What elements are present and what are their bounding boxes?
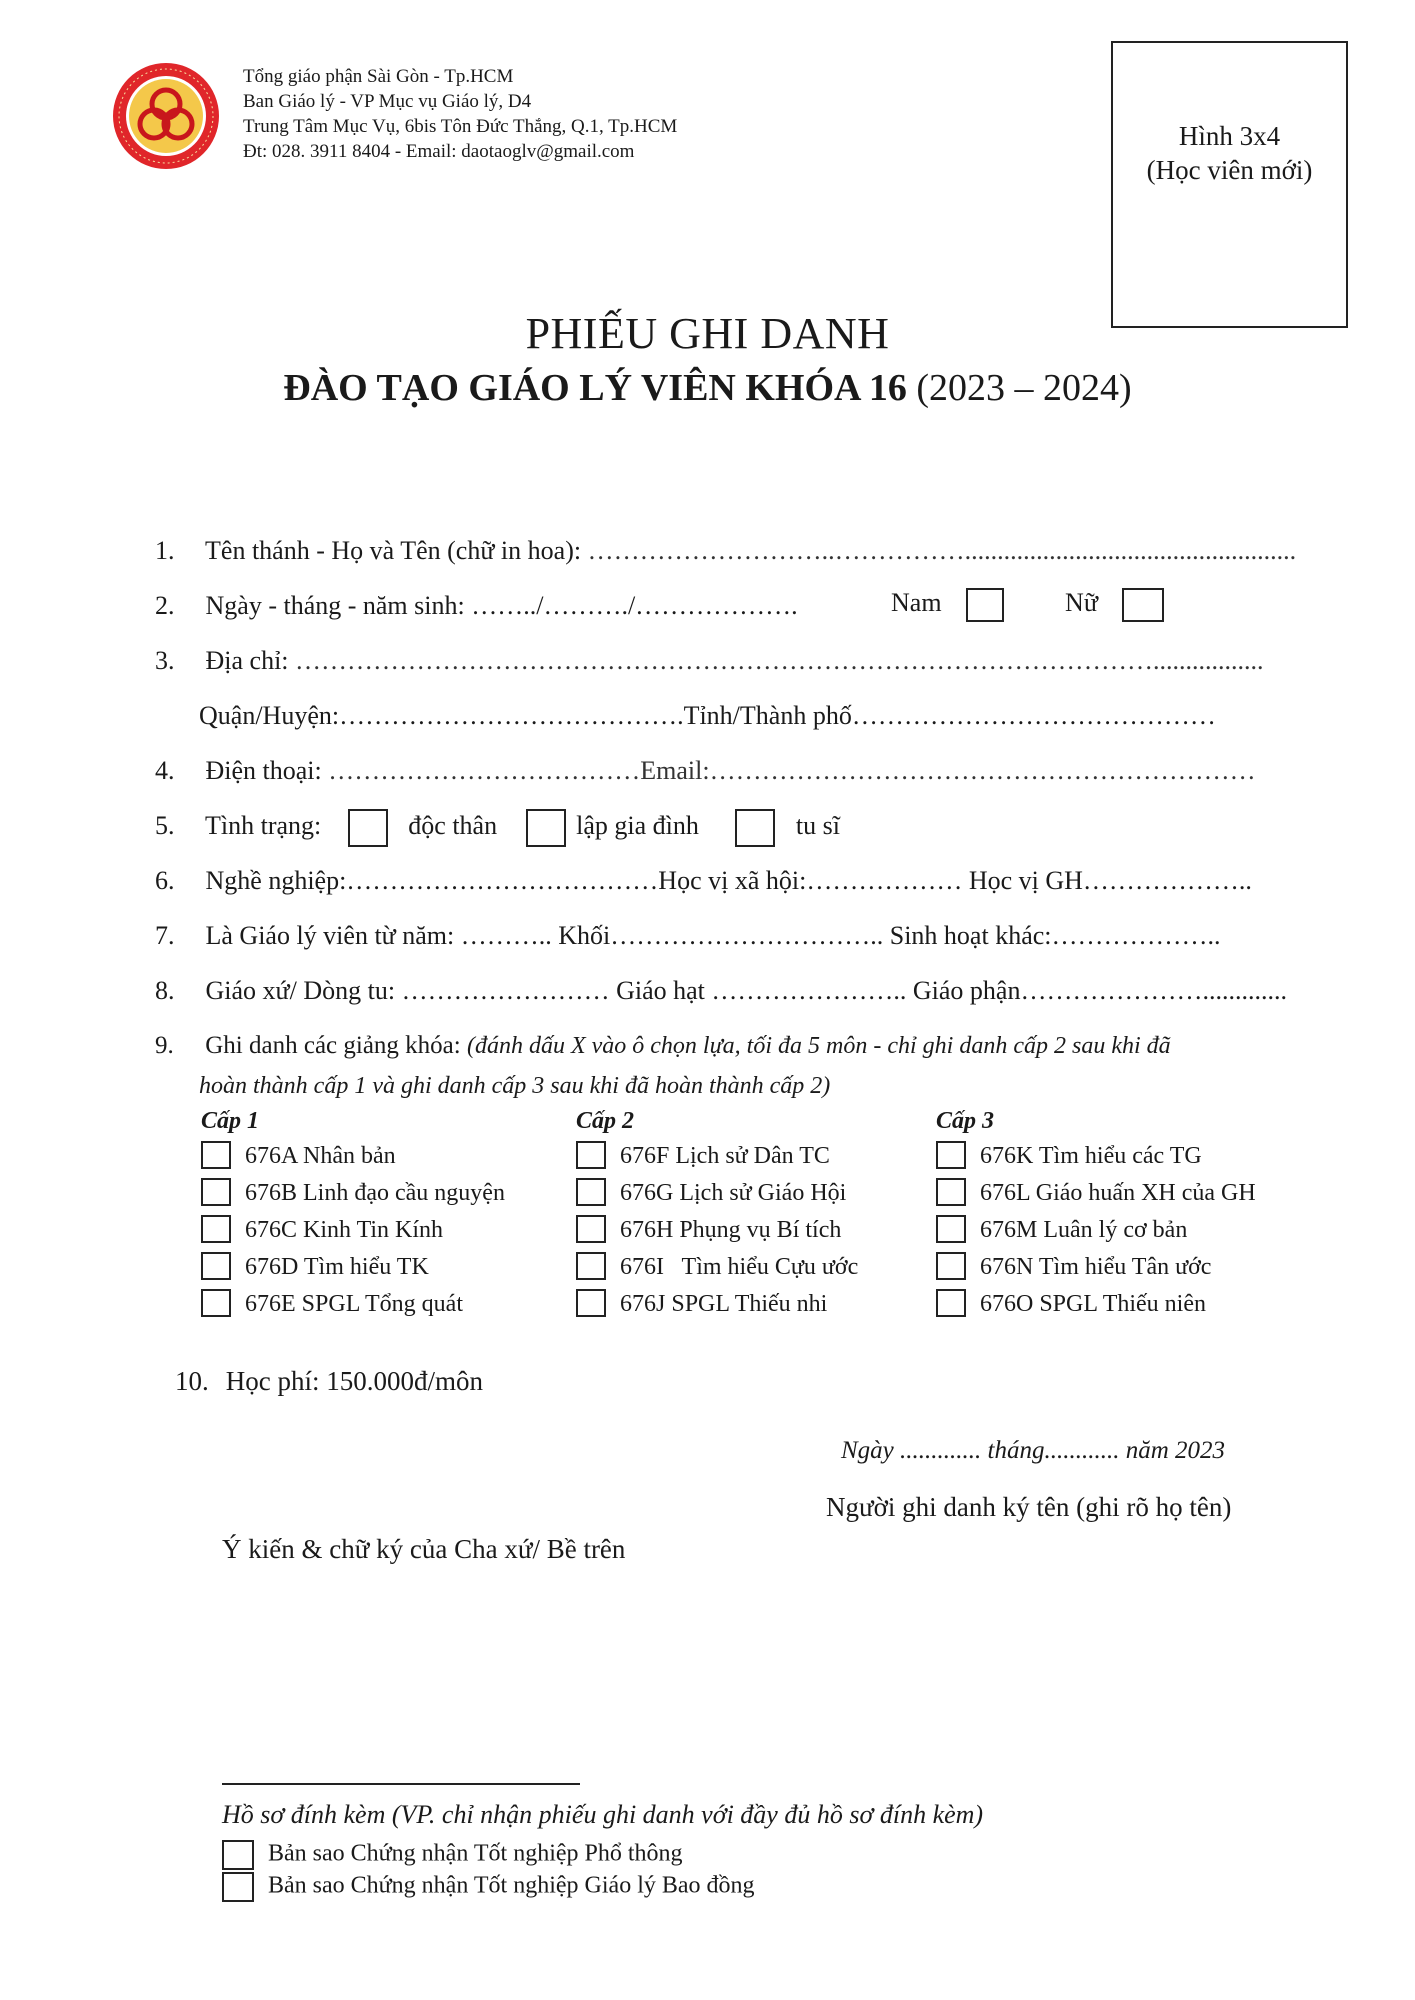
course-label: 676M Luân lý cơ bản — [980, 1217, 1188, 1243]
course-label: 676K Tìm hiểu các TG — [980, 1143, 1202, 1169]
field-number: 8. — [155, 976, 175, 1005]
course-checkbox[interactable] — [936, 1289, 966, 1317]
field-address[interactable] — [155, 644, 1264, 678]
field-label: Tên thánh - Họ và Tên (chữ in hoa): — [205, 536, 582, 565]
course-checkbox[interactable] — [201, 1215, 231, 1243]
married-label: lập gia đình — [576, 811, 699, 840]
course-column-cap1 — [201, 1108, 505, 1326]
single-label: độc thân — [408, 811, 498, 840]
male-checkbox[interactable] — [966, 588, 1004, 622]
field-phone-email[interactable] — [155, 754, 1256, 788]
course-checkbox[interactable] — [936, 1215, 966, 1243]
course-checkbox[interactable] — [576, 1141, 606, 1169]
course-checkbox[interactable] — [576, 1215, 606, 1243]
field-label: Giáo xứ/ Dòng tu: …………………… Giáo hạt ………………….. Giáo phận…………………............. — [205, 976, 1287, 1005]
course-column-cap2 — [576, 1108, 858, 1326]
course-label: 676G Lịch sử Giáo Hội — [620, 1180, 847, 1206]
field-label: Điện thoại: — [205, 756, 322, 785]
religious-label: tu sĩ — [795, 811, 840, 840]
course-option[interactable] — [201, 1178, 505, 1215]
attachment-label: Bản sao Chứng nhận Tốt nghiệp Giáo lý Bao đồng — [268, 1872, 755, 1899]
field-number: 6. — [155, 866, 175, 895]
field-district-city[interactable]: Quận/Huyện:………………………………….Tỉnh/Thành phố…………………………………… — [199, 701, 1216, 730]
divider — [222, 1783, 580, 1785]
attachment-checkbox[interactable] — [222, 1872, 254, 1902]
course-option[interactable] — [201, 1215, 505, 1252]
course-label: 676A Nhân bản — [245, 1143, 396, 1169]
course-label: 676H Phụng vụ Bí tích — [620, 1217, 842, 1243]
field-label: Là Giáo lý viên từ năm: ……….. Khối………………………….. Sinh hoạt khác:……………….. — [205, 921, 1221, 950]
female-checkbox[interactable] — [1122, 588, 1164, 622]
attachment-item[interactable] — [222, 1872, 755, 1902]
header-diocese: Tổng giáo phận Sài Gòn - Tp.HCM — [243, 66, 514, 87]
gender-options — [891, 586, 1164, 622]
field-number: 2. — [155, 591, 175, 620]
field-number: 7. — [155, 921, 175, 950]
field-number: 3. — [155, 646, 175, 675]
male-label: Nam — [891, 588, 942, 617]
field-label: Địa chỉ: — [205, 646, 289, 675]
field-name[interactable] — [155, 534, 1296, 568]
single-checkbox[interactable] — [348, 809, 388, 847]
photo-box-note: (Học viên mới) — [1146, 155, 1313, 185]
field-label: Ngày - tháng - năm sinh: ……../………./………………. — [205, 591, 798, 620]
female-label: Nữ — [1065, 588, 1098, 617]
course-checkbox[interactable] — [201, 1178, 231, 1206]
field-status — [155, 809, 840, 847]
subtitle-course: ĐÀO TẠO GIÁO LÝ VIÊN KHÓA 16 — [283, 367, 907, 409]
course-label: 676I Tìm hiểu Cựu ước — [620, 1254, 859, 1280]
religious-checkbox[interactable] — [735, 809, 775, 847]
field-label: Nghề nghiệp:………………………………Học vị xã hội:……………… Học vị GH……………….. — [205, 866, 1252, 895]
course-checkbox[interactable] — [576, 1289, 606, 1317]
course-checkbox[interactable] — [201, 1252, 231, 1280]
course-option[interactable] — [576, 1178, 858, 1215]
field-dots: ………………………………………………………………………………………................. — [295, 646, 1264, 675]
field-courses — [155, 1029, 1171, 1063]
tuition-label: Học phí: 150.000đ/môn — [225, 1366, 483, 1396]
course-option[interactable] — [576, 1141, 858, 1178]
field-number: 5. — [155, 811, 175, 840]
field-number: 1. — [155, 536, 175, 565]
courses-note: (đánh dấu X vào ô chọn lựa, tối đa 5 môn - chỉ ghi danh cấp 2 sau khi đã — [466, 1033, 1171, 1059]
field-tuition — [175, 1364, 483, 1398]
course-label: 676E SPGL Tổng quát — [245, 1291, 464, 1317]
course-option[interactable] — [936, 1215, 1256, 1252]
course-label: 676L Giáo huấn XH của GH — [980, 1180, 1256, 1206]
signature-date: Ngày ............. tháng............ năm 2023 — [841, 1437, 1226, 1464]
field-number: 10. — [175, 1366, 209, 1396]
attachment-item[interactable] — [222, 1840, 683, 1870]
field-dots: ………………………..……………................................................... — [587, 536, 1297, 565]
pastor-signature-label: Ý kiến & chữ ký của Cha xứ/ Bề trên — [222, 1534, 626, 1564]
field-occupation[interactable] — [155, 864, 1252, 898]
course-checkbox[interactable] — [576, 1252, 606, 1280]
field-number: 9. — [155, 1032, 174, 1059]
form-subtitle — [0, 366, 1415, 410]
course-label: 676F Lịch sử Dân TC — [620, 1143, 830, 1169]
married-checkbox[interactable] — [526, 809, 566, 847]
catechetical-board-seal-icon — [112, 62, 220, 170]
course-checkbox[interactable] — [936, 1141, 966, 1169]
column-title: Cấp 3 — [936, 1108, 995, 1134]
attachment-checkbox[interactable] — [222, 1840, 254, 1870]
course-label: 676O SPGL Thiếu niên — [980, 1291, 1206, 1317]
course-checkbox[interactable] — [936, 1178, 966, 1206]
course-option[interactable] — [576, 1252, 858, 1289]
field-catechist-year[interactable] — [155, 919, 1221, 953]
courses-note-cont: hoàn thành cấp 1 và ghi danh cấp 3 sau khi đã hoàn thành cấp 2) — [199, 1073, 831, 1099]
column-title: Cấp 2 — [576, 1108, 635, 1134]
course-label: 676B Linh đạo cầu nguyện — [245, 1180, 505, 1206]
header-office: Ban Giáo lý - VP Mục vụ Giáo lý, D4 — [243, 91, 532, 112]
registrant-signature-label: Người ghi danh ký tên (ghi rõ họ tên) — [826, 1492, 1232, 1522]
header-address: Trung Tâm Mục Vụ, 6bis Tôn Đức Thắng, Q.1, Tp.HCM — [243, 116, 678, 137]
course-option[interactable] — [936, 1252, 1256, 1289]
subtitle-year: (2023 – 2024) — [916, 367, 1132, 409]
field-label: Ghi danh các giảng khóa: — [205, 1032, 461, 1059]
course-checkbox[interactable] — [576, 1178, 606, 1206]
course-checkbox[interactable] — [201, 1289, 231, 1317]
field-dots: ………………………………Email:……………………………………………………… — [328, 756, 1256, 785]
course-option[interactable] — [201, 1289, 505, 1326]
course-checkbox[interactable] — [201, 1141, 231, 1169]
course-option[interactable] — [936, 1289, 1256, 1326]
field-label: Tình trạng: — [205, 811, 322, 840]
field-birthdate[interactable] — [155, 589, 798, 623]
field-parish[interactable] — [155, 974, 1287, 1008]
course-column-cap3 — [936, 1108, 1256, 1326]
course-label: 676N Tìm hiểu Tân ước — [980, 1254, 1212, 1280]
course-option[interactable] — [936, 1141, 1256, 1178]
form-title: PHIẾU GHI DANH — [525, 309, 890, 358]
column-title: Cấp 1 — [201, 1108, 260, 1134]
course-label: 676C Kinh Tin Kính — [245, 1217, 444, 1243]
header-contact: Đt: 028. 3911 8404 - Email: daotaoglv@gmail.com — [243, 141, 635, 162]
attachments-heading: Hồ sơ đính kèm (VP. chỉ nhận phiếu ghi danh với đầy đủ hồ sơ đính kèm) — [222, 1800, 984, 1829]
photo-box-label: Hình 3x4 — [1178, 121, 1281, 151]
attachment-label: Bản sao Chứng nhận Tốt nghiệp Phổ thông — [268, 1840, 683, 1867]
course-label: 676J SPGL Thiếu nhi — [620, 1291, 828, 1317]
photo-box[interactable] — [1111, 41, 1348, 328]
course-option[interactable] — [576, 1289, 858, 1326]
course-option[interactable] — [936, 1178, 1256, 1215]
course-option[interactable] — [201, 1252, 505, 1289]
course-option[interactable] — [201, 1141, 505, 1178]
course-option[interactable] — [576, 1215, 858, 1252]
course-checkbox[interactable] — [936, 1252, 966, 1280]
field-number: 4. — [155, 756, 175, 785]
course-label: 676D Tìm hiểu TK — [245, 1254, 429, 1280]
